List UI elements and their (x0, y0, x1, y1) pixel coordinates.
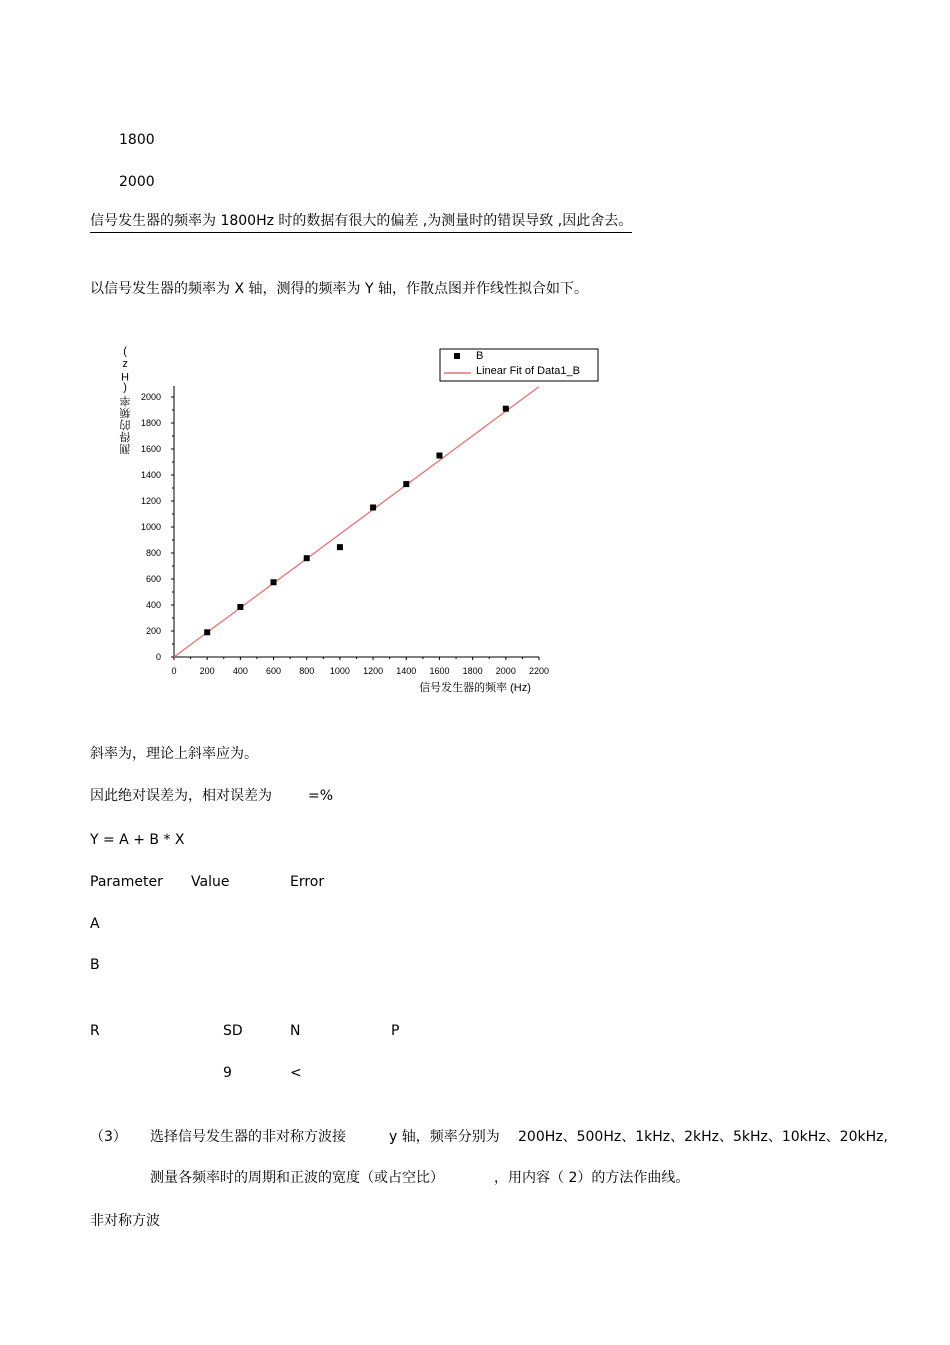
param-row-b: B (90, 957, 100, 973)
y-axis-label-char: 率 (119, 394, 131, 406)
stats-value-p: < (290, 1065, 302, 1081)
y-axis-label (119, 346, 131, 456)
x-tick-label: 2200 (528, 666, 550, 676)
y-tick-label: 1200 (140, 496, 161, 506)
param-header-value: Value (191, 874, 230, 890)
legend-label-fit: Linear Fit of Data1_B (476, 365, 580, 377)
y-tick-label: 1000 (140, 522, 161, 532)
data-point (403, 481, 409, 487)
x-tick-label: 800 (299, 666, 315, 676)
fit-line (174, 387, 539, 657)
x-tick-label: 0 (171, 666, 177, 676)
chart-legend (440, 349, 598, 381)
y-axis-label-char: 的 (119, 418, 131, 430)
param-header-parameter: Parameter (90, 874, 163, 890)
y-tick-label: 1600 (140, 444, 161, 454)
legend-label-points: B (476, 350, 484, 362)
x-tick-label: 400 (232, 666, 248, 676)
y-axis-label-char: ) (123, 346, 127, 358)
scatter-chart (100, 340, 600, 700)
x-tick-label: 1400 (396, 666, 417, 676)
data-point (271, 579, 277, 585)
param-header-error: Error (290, 874, 325, 890)
y-tick-label: 1800 (140, 418, 161, 428)
y-tick-label: 800 (145, 548, 161, 558)
stats-header-sd: SD (223, 1023, 243, 1039)
y-tick-label: 400 (145, 600, 161, 610)
step3-line1-a: 选择信号发生器的非对称方波接 (150, 1129, 346, 1145)
fit-line-segment (174, 387, 539, 657)
x-tick-label: 1600 (429, 666, 450, 676)
legend-marker-points (454, 353, 460, 359)
discard-note: 信号发生器的频率为 1800Hz 时的数据有很大的偏差 ,为测量时的错误导致 ,因此舍去。 (90, 212, 632, 233)
fit-equation: Y = A + B * X (90, 832, 185, 848)
section-title: 非对称方波 (90, 1213, 160, 1229)
x-tick-label: 1800 (462, 666, 483, 676)
stats-value-sd: 9 (223, 1065, 232, 1081)
data-point (304, 555, 310, 561)
step3-line1-c: 200Hz、500Hz、1kHz、2kHz、5kHz、10kHz、20kHz, (518, 1129, 888, 1145)
x-tick-label: 600 (266, 666, 282, 676)
stats-header-r: R (90, 1023, 100, 1039)
step3-line2-a: 测量各频率时的周期和正波的宽度（或占空比） (150, 1170, 444, 1186)
y-tick-label: 0 (155, 652, 161, 662)
chart-intro: 以信号发生器的频率为 X 轴，测得的频率为 Y 轴，作散点图并作线性拟合如下。 (90, 281, 588, 297)
data-point (337, 544, 343, 550)
data-point (503, 406, 509, 412)
step3-line1-b: y 轴，频率分别为 (389, 1129, 500, 1145)
param-row-a: A (90, 916, 100, 932)
x-tick-label: 200 (199, 666, 215, 676)
y-axis-label-char: H (121, 370, 129, 382)
y-tick-label: 2000 (140, 392, 161, 402)
slope-line: 斜率为，理论上斜率应为。 (90, 746, 258, 762)
data-point (204, 629, 210, 635)
value-1800: 1800 (119, 132, 155, 148)
y-axis-label-char: 频 (119, 406, 131, 418)
error-line: 因此绝对误差为，相对误差为 (90, 788, 272, 804)
value-2000: 2000 (119, 174, 155, 190)
step3-number: （3） (90, 1129, 127, 1145)
x-tick-label: 1200 (363, 666, 384, 676)
y-tick-label: 200 (145, 626, 161, 636)
step3-line2-b: ，用内容（ 2）的方法作曲线。 (494, 1170, 690, 1186)
x-tick-label: 2000 (495, 666, 516, 676)
y-tick-label: 600 (145, 574, 161, 584)
x-axis-label: 信号发生器的频率 (Hz) (419, 682, 531, 694)
x-tick-label: 1000 (329, 666, 350, 676)
y-axis-label-char: 得 (119, 430, 131, 442)
stats-header-p: P (391, 1023, 400, 1039)
data-point (237, 604, 243, 610)
y-axis-label-char: ( (123, 382, 127, 394)
chart-ticks (141, 392, 549, 676)
error-suffix: =% (308, 788, 334, 804)
stats-header-n: N (290, 1023, 301, 1039)
y-axis-label-char: z (122, 358, 128, 370)
y-tick-label: 1400 (140, 470, 161, 480)
data-point (370, 505, 376, 511)
data-point (436, 453, 442, 459)
y-axis-label-char: 测 (119, 442, 131, 454)
